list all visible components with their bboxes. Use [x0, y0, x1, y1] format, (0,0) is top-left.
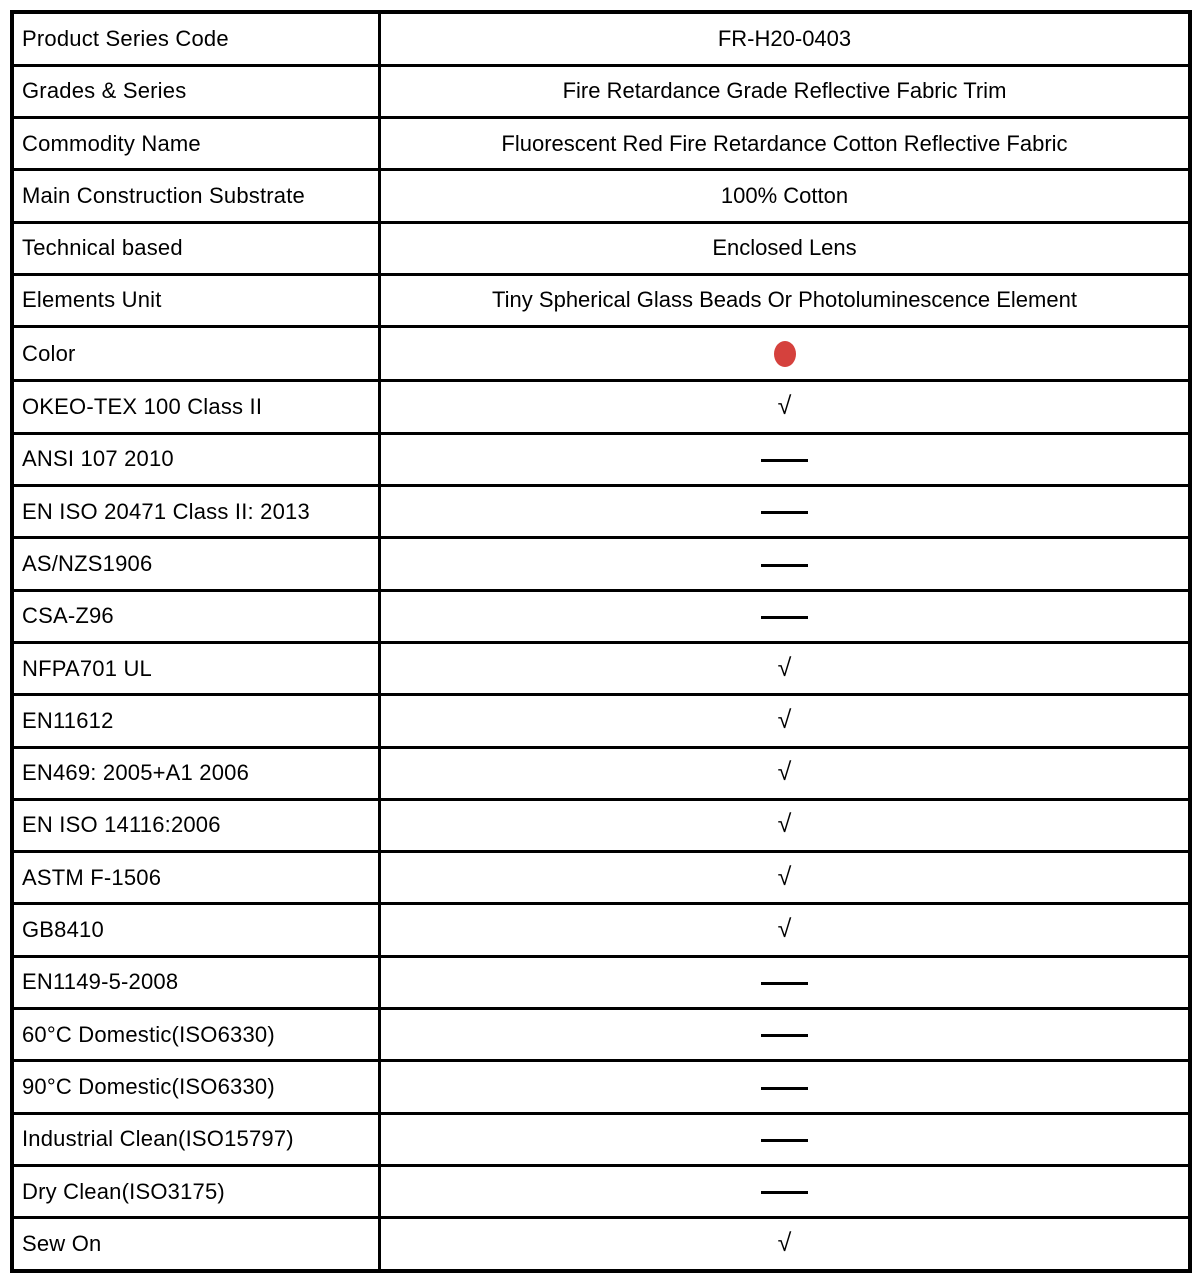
row-value	[380, 538, 1191, 590]
row-value: Fire Retardance Grade Reflective Fabric Trim	[380, 65, 1191, 117]
table-row	[12, 65, 1190, 117]
row-label: EN ISO 14116:2006	[12, 799, 380, 851]
row-value	[380, 381, 1191, 433]
check-mark-icon: √	[777, 758, 792, 787]
check-mark-icon: √	[777, 862, 792, 891]
row-label: 60°C Domestic(ISO6330)	[12, 1008, 380, 1060]
table-row	[12, 117, 1190, 169]
row-value	[380, 486, 1191, 538]
row-label: EN469: 2005+A1 2006	[12, 747, 380, 799]
row-value	[380, 1008, 1191, 1060]
dash-mark-icon	[761, 1087, 808, 1090]
table-row	[12, 327, 1190, 381]
spec-table-body	[12, 12, 1190, 1271]
table-row	[12, 1165, 1190, 1217]
table-row	[12, 1113, 1190, 1165]
row-label: Technical based	[12, 222, 380, 274]
row-value: 100% Cotton	[380, 170, 1191, 222]
check-mark-icon: √	[777, 810, 792, 839]
table-row	[12, 1061, 1190, 1113]
table-row	[12, 170, 1190, 222]
row-label: Dry Clean(ISO3175)	[12, 1165, 380, 1217]
row-value	[380, 956, 1191, 1008]
table-row	[12, 642, 1190, 694]
color-dot-icon	[774, 341, 796, 367]
row-label: Commodity Name	[12, 117, 380, 169]
check-mark-icon: √	[777, 915, 792, 944]
row-label: ASTM F-1506	[12, 852, 380, 904]
dash-mark-icon	[761, 1191, 808, 1194]
check-mark-icon: √	[777, 705, 792, 734]
row-value	[380, 327, 1191, 381]
row-label: EN11612	[12, 695, 380, 747]
table-row	[12, 1008, 1190, 1060]
dash-mark-icon	[761, 511, 808, 514]
row-label: 90°C Domestic(ISO6330)	[12, 1061, 380, 1113]
table-row	[12, 695, 1190, 747]
table-row	[12, 956, 1190, 1008]
table-row	[12, 486, 1190, 538]
row-label: OKEO-TEX 100 Class II	[12, 381, 380, 433]
table-row	[12, 852, 1190, 904]
table-row	[12, 799, 1190, 851]
table-row	[12, 12, 1190, 65]
row-value	[380, 695, 1191, 747]
dash-mark-icon	[761, 1034, 808, 1037]
product-spec-table	[10, 10, 1192, 1273]
row-label: Industrial Clean(ISO15797)	[12, 1113, 380, 1165]
table-row	[12, 904, 1190, 956]
row-value	[380, 590, 1191, 642]
row-value	[380, 1113, 1191, 1165]
row-label: Color	[12, 327, 380, 381]
row-label: EN ISO 20471 Class II: 2013	[12, 486, 380, 538]
row-value	[380, 799, 1191, 851]
dash-mark-icon	[761, 564, 808, 567]
table-row	[12, 433, 1190, 485]
row-value	[380, 1218, 1191, 1271]
row-value	[380, 904, 1191, 956]
row-label: CSA-Z96	[12, 590, 380, 642]
table-row	[12, 222, 1190, 274]
row-label: Grades & Series	[12, 65, 380, 117]
row-value	[380, 433, 1191, 485]
row-label: Elements Unit	[12, 274, 380, 326]
table-row	[12, 747, 1190, 799]
row-value: FR-H20-0403	[380, 12, 1191, 65]
dash-mark-icon	[761, 982, 808, 985]
row-label: Sew On	[12, 1218, 380, 1271]
row-value: Tiny Spherical Glass Beads Or Photoluminescence Element	[380, 274, 1191, 326]
row-label: Product Series Code	[12, 12, 380, 65]
check-mark-icon: √	[777, 1229, 792, 1258]
row-label: ANSI 107 2010	[12, 433, 380, 485]
row-value	[380, 642, 1191, 694]
table-row	[12, 274, 1190, 326]
check-mark-icon: √	[777, 392, 792, 421]
table-row	[12, 538, 1190, 590]
check-mark-icon: √	[777, 653, 792, 682]
dash-mark-icon	[761, 459, 808, 462]
row-label: EN1149-5-2008	[12, 956, 380, 1008]
row-value	[380, 852, 1191, 904]
table-row	[12, 381, 1190, 433]
table-row	[12, 1218, 1190, 1271]
dash-mark-icon	[761, 616, 808, 619]
row-value	[380, 747, 1191, 799]
row-value: Fluorescent Red Fire Retardance Cotton Reflective Fabric	[380, 117, 1191, 169]
row-label: AS/NZS1906	[12, 538, 380, 590]
row-value	[380, 1061, 1191, 1113]
table-row	[12, 590, 1190, 642]
row-value	[380, 1165, 1191, 1217]
row-label: Main Construction Substrate	[12, 170, 380, 222]
row-label: GB8410	[12, 904, 380, 956]
row-label: NFPA701 UL	[12, 642, 380, 694]
dash-mark-icon	[761, 1139, 808, 1142]
row-value: Enclosed Lens	[380, 222, 1191, 274]
